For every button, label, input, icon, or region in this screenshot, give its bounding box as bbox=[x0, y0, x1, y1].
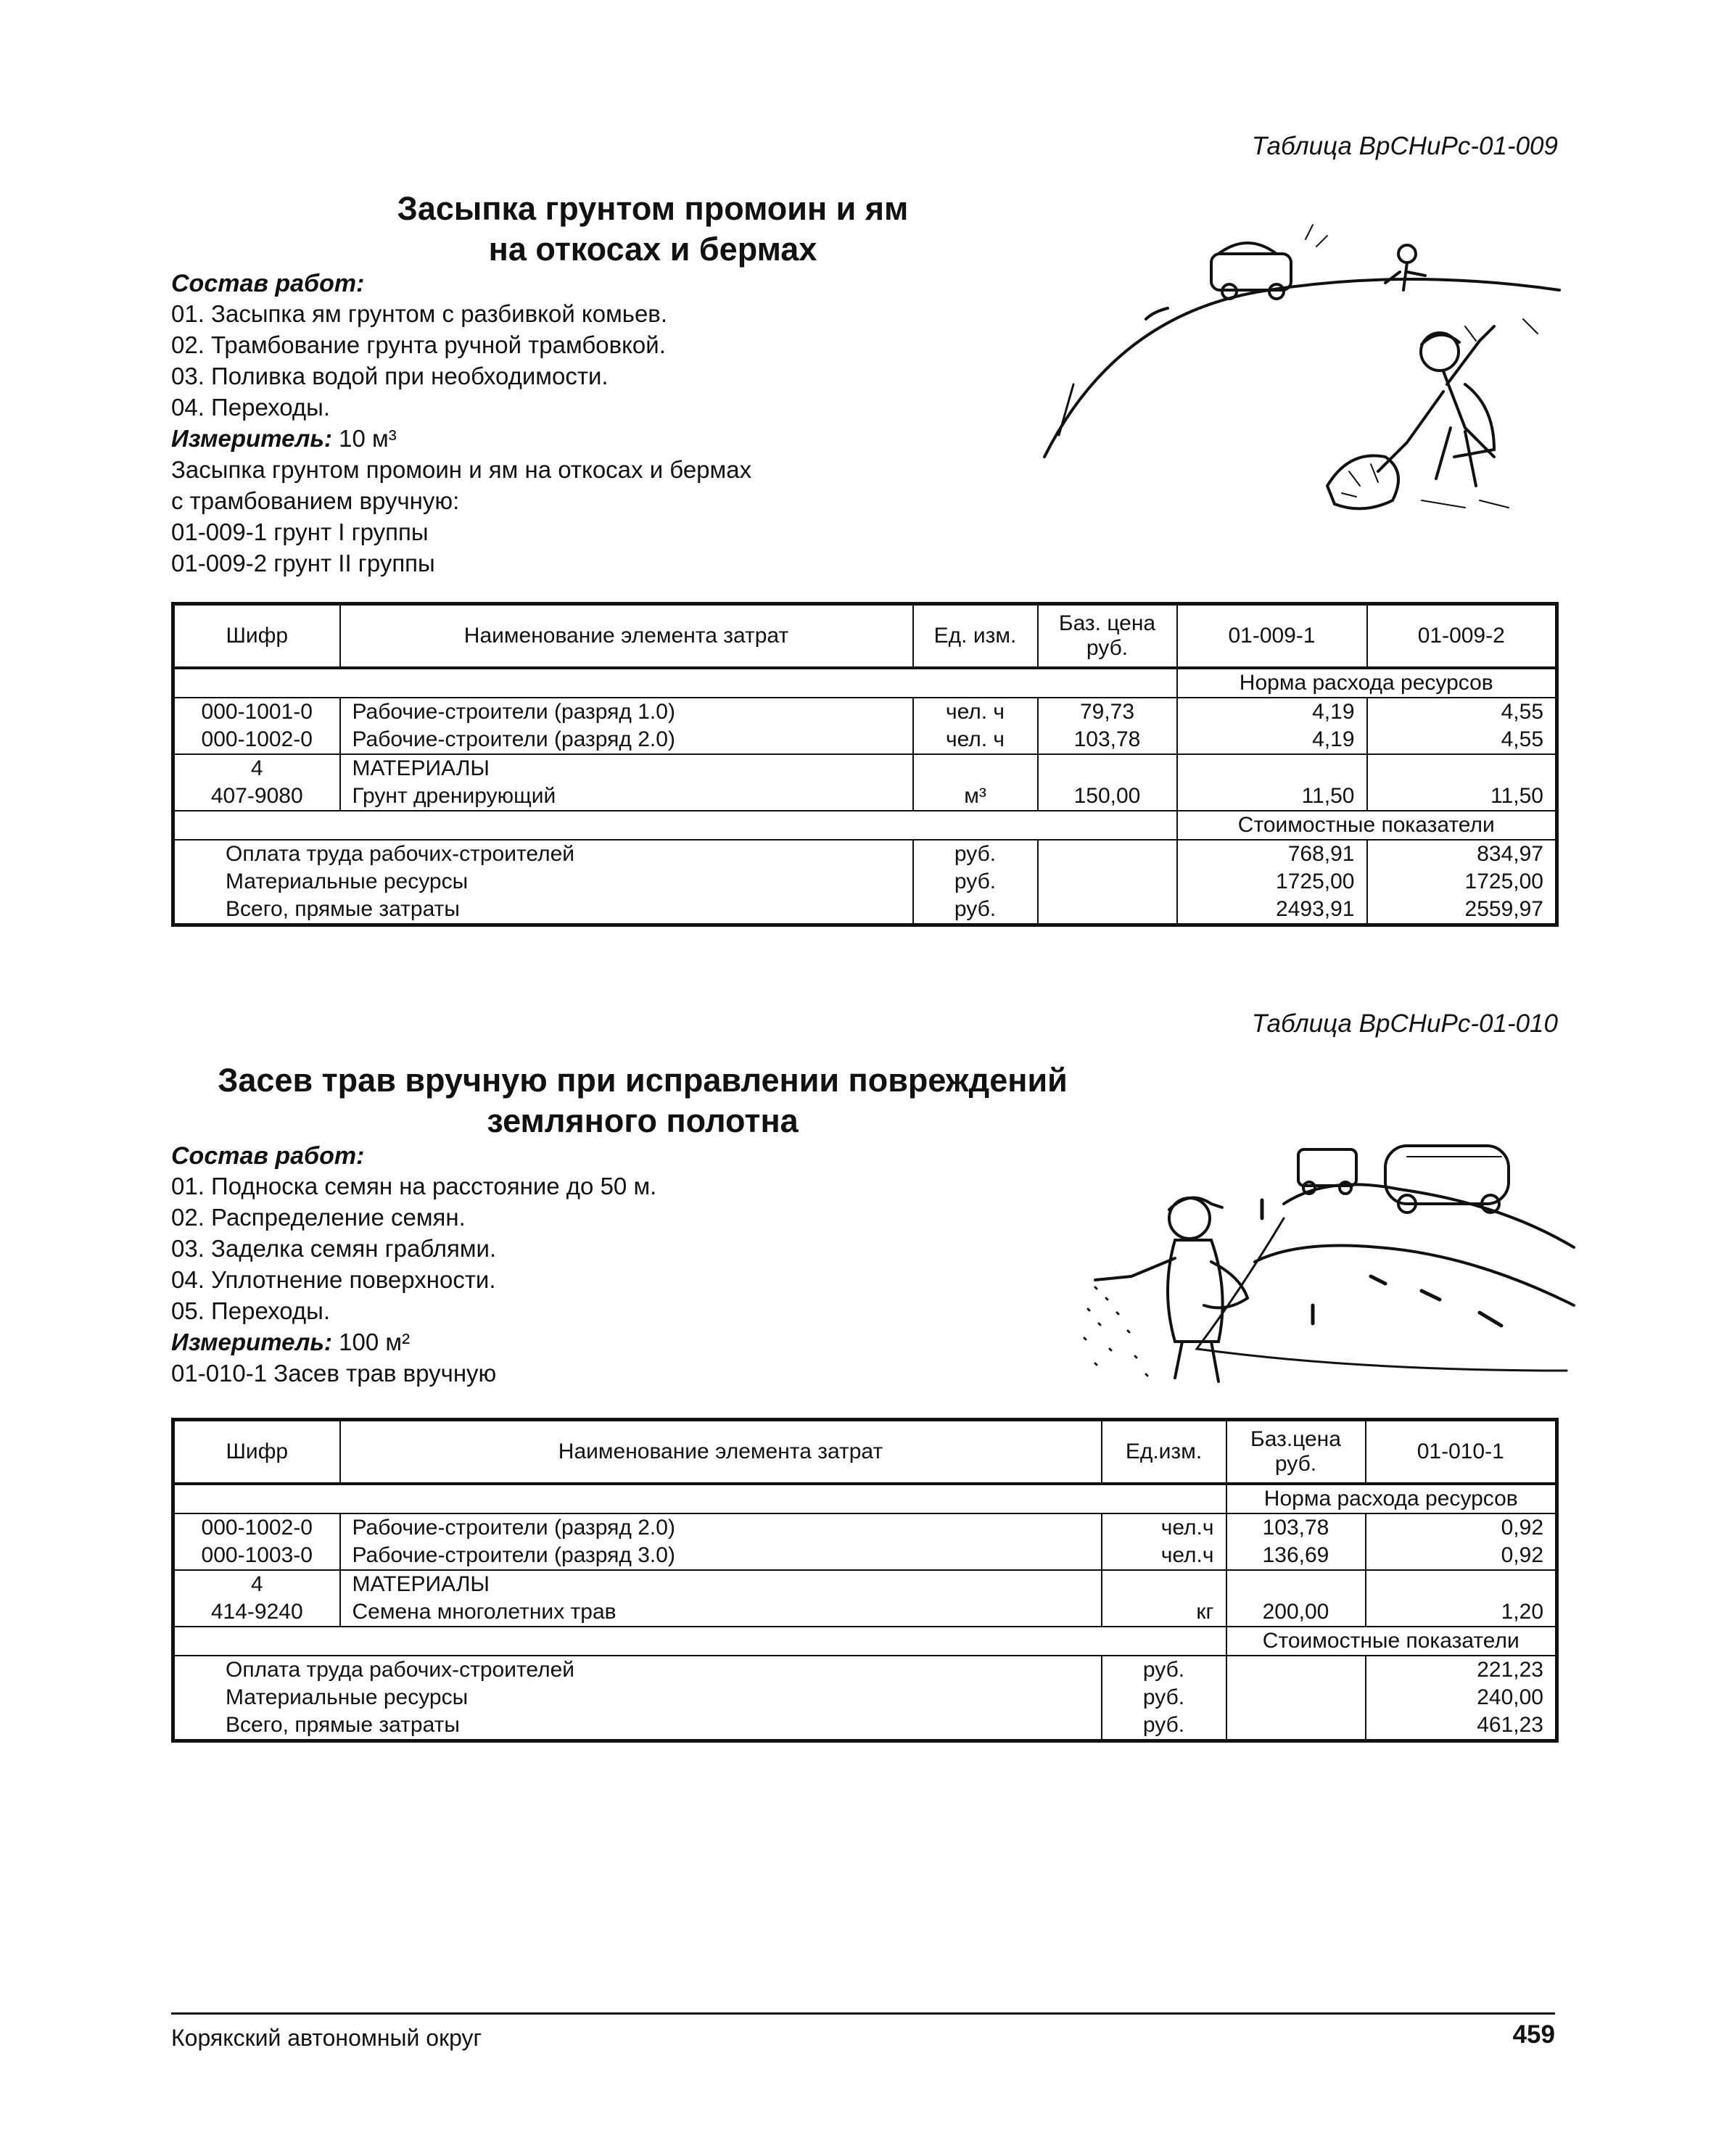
work-item: 05. Переходы. bbox=[171, 1297, 330, 1324]
header-col1: 01-010-1 bbox=[1366, 1420, 1557, 1484]
izmeritel-value: 10 м³ bbox=[332, 425, 397, 452]
cost-label: Стоимостные показатели bbox=[1177, 811, 1557, 840]
section1-description bbox=[171, 270, 751, 579]
izmeritel-value: 100 м² bbox=[332, 1329, 411, 1355]
section2-title-line1: Засев трав вручную при исправлении повреждений bbox=[218, 1062, 1068, 1099]
norm-row bbox=[173, 1484, 1557, 1513]
section1-title-line1: Засыпка грунтом промоин и ям bbox=[397, 190, 909, 227]
total-row: Материальные ресурсы руб. 1725,00 1725,00 bbox=[173, 868, 1557, 896]
header-code: Шифр bbox=[173, 604, 340, 669]
work-item: 01. Засыпка ям грунтом с разбивкой комьев. bbox=[171, 300, 668, 327]
section2-title bbox=[171, 1060, 1114, 1141]
header-price: Баз. цена руб. bbox=[1038, 604, 1177, 669]
work-item: 02. Трамбование грунта ручной трамбовкой. bbox=[171, 331, 666, 358]
cost-label: Стоимостные показатели bbox=[1226, 1627, 1557, 1656]
section1-title bbox=[305, 189, 1001, 270]
izmeritel-label: Измеритель: bbox=[171, 425, 332, 452]
table-row: 414-9240 Семена многолетних трав кг 200,00 1,20 bbox=[173, 1598, 1557, 1627]
sowing-worker-illustration bbox=[1066, 1131, 1588, 1407]
table-row: 000-1003-0 Рабочие-строители (разряд 3.0) чел.ч 136,69 0,92 bbox=[173, 1542, 1557, 1570]
izmeritel-label: Измеритель: bbox=[171, 1329, 332, 1355]
norm-label: Норма расхода ресурсов bbox=[1226, 1484, 1557, 1513]
total-row: Материальные ресурсы руб. 240,00 bbox=[173, 1684, 1557, 1711]
table-header-row bbox=[173, 1420, 1557, 1484]
header-code: Шифр bbox=[173, 1420, 340, 1484]
header-unit: Ед. изм. bbox=[913, 604, 1038, 669]
table-01-010 bbox=[171, 1418, 1559, 1743]
table-header-row bbox=[173, 604, 1557, 669]
total-row: Оплата труда рабочих-строителей руб. 221,23 bbox=[173, 1656, 1557, 1684]
slope-workers-illustration bbox=[1030, 210, 1581, 558]
norm-row bbox=[173, 668, 1557, 698]
desc-line: с трамбованием вручную: bbox=[171, 487, 460, 514]
footer-region: Корякский автономный округ bbox=[171, 2025, 482, 2051]
work-item: 04. Переходы. bbox=[171, 394, 330, 421]
work-item: 03. Заделка семян граблями. bbox=[171, 1235, 497, 1262]
section2-description bbox=[171, 1142, 656, 1389]
table-01-009 bbox=[171, 602, 1559, 927]
desc-line: Засыпка грунтом промоин и ям на откосах и бермах bbox=[171, 456, 752, 483]
work-item: 01. Подноска семян на расстояние до 50 м. bbox=[171, 1173, 657, 1199]
header-col1: 01-009-1 bbox=[1177, 604, 1367, 669]
section1-title-line2: на откосах и бермах bbox=[488, 231, 817, 268]
cost-row bbox=[173, 811, 1557, 840]
table-ref-01-009: Таблица ВрСНиРс-01-009 bbox=[1251, 132, 1558, 160]
izmeritel bbox=[171, 423, 751, 454]
table-row: 000-1001-0 Рабочие-строители (разряд 1.0) чел. ч 79,73 4,19 4,55 bbox=[173, 698, 1557, 726]
work-item: 02. Распределение семян. bbox=[171, 1204, 466, 1231]
page-number: 459 bbox=[1512, 2020, 1555, 2049]
sostav-label: Состав работ: bbox=[171, 270, 365, 297]
header-price: Баз.цена руб. bbox=[1226, 1420, 1366, 1484]
section2-title-line2: земляного полотна bbox=[487, 1102, 799, 1139]
table-row: 407-9080 Грунт дренирующий м³ 150,00 11,50 11,50 bbox=[173, 782, 1557, 811]
table-row: 000-1002-0 Рабочие-строители (разряд 2.0) чел.ч 103,78 0,92 bbox=[173, 1513, 1557, 1542]
table-row: 000-1002-0 Рабочие-строители (разряд 2.0) чел. ч 103,78 4,19 4,55 bbox=[173, 726, 1557, 754]
materials-header-row: 4 МАТЕРИАЛЫ bbox=[173, 1570, 1557, 1598]
sostav-label: Состав работ: bbox=[171, 1142, 365, 1170]
code-line: 01-009-1 грунт I группы bbox=[171, 519, 429, 545]
izmeritel bbox=[171, 1326, 656, 1358]
total-row: Всего, прямые затраты руб. 461,23 bbox=[173, 1711, 1557, 1741]
code-line: 01-010-1 Засев трав вручную bbox=[171, 1360, 497, 1387]
materials-header-row: 4 МАТЕРИАЛЫ bbox=[173, 754, 1557, 782]
header-unit: Ед.изм. bbox=[1102, 1420, 1226, 1484]
header-col2: 01-009-2 bbox=[1367, 604, 1557, 669]
header-name: Наименование элемента затрат bbox=[340, 604, 913, 669]
cost-row bbox=[173, 1627, 1557, 1656]
code-line: 01-009-2 грунт II группы bbox=[171, 550, 435, 577]
table-ref-01-010: Таблица ВрСНиРс-01-010 bbox=[1251, 1009, 1558, 1038]
header-name: Наименование элемента затрат bbox=[340, 1420, 1102, 1484]
total-row: Оплата труда рабочих-строителей руб. 768,91 834,97 bbox=[173, 840, 1557, 868]
work-item: 04. Уплотнение поверхности. bbox=[171, 1266, 496, 1293]
total-row: Всего, прямые затраты руб. 2493,91 2559,97 bbox=[173, 896, 1557, 925]
norm-label: Норма расхода ресурсов bbox=[1177, 668, 1557, 698]
footer-rule bbox=[171, 2012, 1555, 2015]
work-item: 03. Поливка водой при необходимости. bbox=[171, 363, 609, 389]
